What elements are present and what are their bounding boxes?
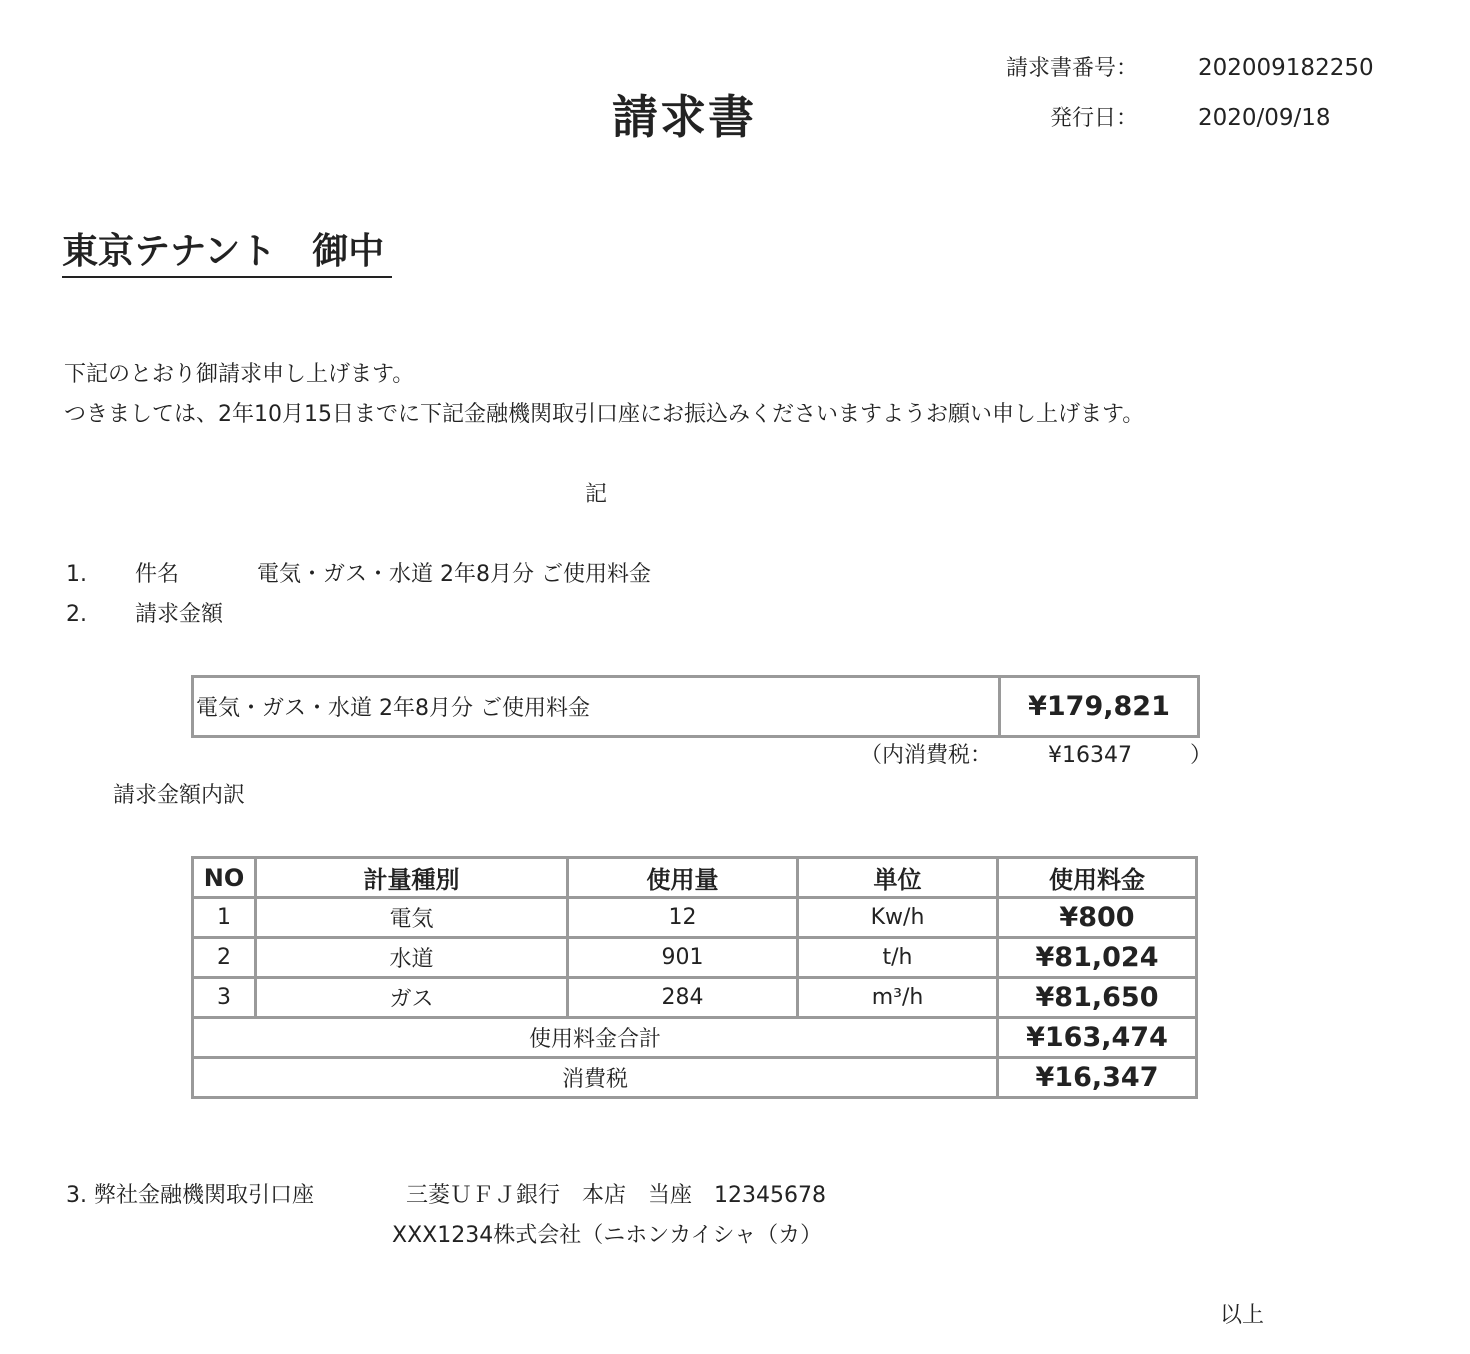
table-row [193,898,1197,938]
tax-included-close: ） [1190,743,1213,768]
row-type: 水道 [256,938,568,978]
item1-value: 電気・ガス・水道 2年8月分 ご使用料金 [257,562,651,587]
ki-heading: 記 [585,482,608,507]
row-fee: ¥81,024 [998,938,1197,978]
document-title: 請求書 [612,90,756,144]
row-qty: 901 [568,938,798,978]
header-type: 計量種別 [256,858,568,898]
header-unit: 単位 [798,858,998,898]
summary-description: 電気・ガス・水道 2年8月分 ご使用料金 [193,677,1000,737]
intro-line-1: 下記のとおり御請求申し上げます。 [64,362,415,387]
closing-remark: 以上 [1220,1303,1265,1328]
breakdown-label: 請求金額内訳 [113,783,246,808]
row-qty: 284 [568,978,798,1018]
header-fee: 使用料金 [998,858,1197,898]
header-qty: 使用量 [568,858,798,898]
subtotal-row [193,1018,1197,1058]
row-no: 3 [193,978,256,1018]
summary-amount: ¥179,821 [1000,677,1199,737]
row-type: 電気 [256,898,568,938]
subtotal-amount: ¥163,474 [998,1018,1197,1058]
intro-line-2: つきましては、2年10月15日までに下記金融機関取引口座にお振込みくださいますようお願い申し上げます。 [64,402,1145,427]
tax-label: 消費税 [193,1058,998,1098]
tax-row [193,1058,1197,1098]
row-no: 1 [193,898,256,938]
header-no: NO [193,858,256,898]
table-row [193,938,1197,978]
bank-account: 三菱ＵＦＪ銀行 本店 当座 12345678 [406,1183,826,1208]
tax-amount: ¥16,347 [998,1058,1197,1098]
row-unit: t/h [798,938,998,978]
bank-label: 3. 弊社金融機関取引口座 [66,1183,314,1208]
summary-row [193,677,1199,737]
amount-summary-table [191,675,1200,738]
row-fee: ¥81,650 [998,978,1197,1018]
subtotal-label: 使用料金合計 [193,1018,998,1058]
table-header-row [193,858,1197,898]
row-qty: 12 [568,898,798,938]
table-row [193,978,1197,1018]
account-holder: XXX1234株式会社（ニホンカイシャ（カ） [392,1223,823,1248]
item2-number: 2. [66,602,87,627]
breakdown-table [191,856,1198,1099]
row-type: ガス [256,978,568,1018]
invoice-number-label: 請求書番号： [1005,56,1138,81]
recipient-name: 東京テナント 御中 [62,234,392,278]
issue-date: 2020/09/18 [1198,105,1331,131]
row-unit: Kw/h [798,898,998,938]
row-unit: m³/h [798,978,998,1018]
item1-label: 件名 [135,562,180,587]
tax-included-value: ¥16347 [1048,743,1132,768]
invoice-number: 202009182250 [1198,55,1374,81]
row-fee: ¥800 [998,898,1197,938]
issue-date-label: 発行日： [1049,106,1138,131]
tax-included-label: （内消費税： [860,743,993,768]
item1-number: 1. [66,562,87,587]
item2-label: 請求金額 [135,602,224,627]
row-no: 2 [193,938,256,978]
